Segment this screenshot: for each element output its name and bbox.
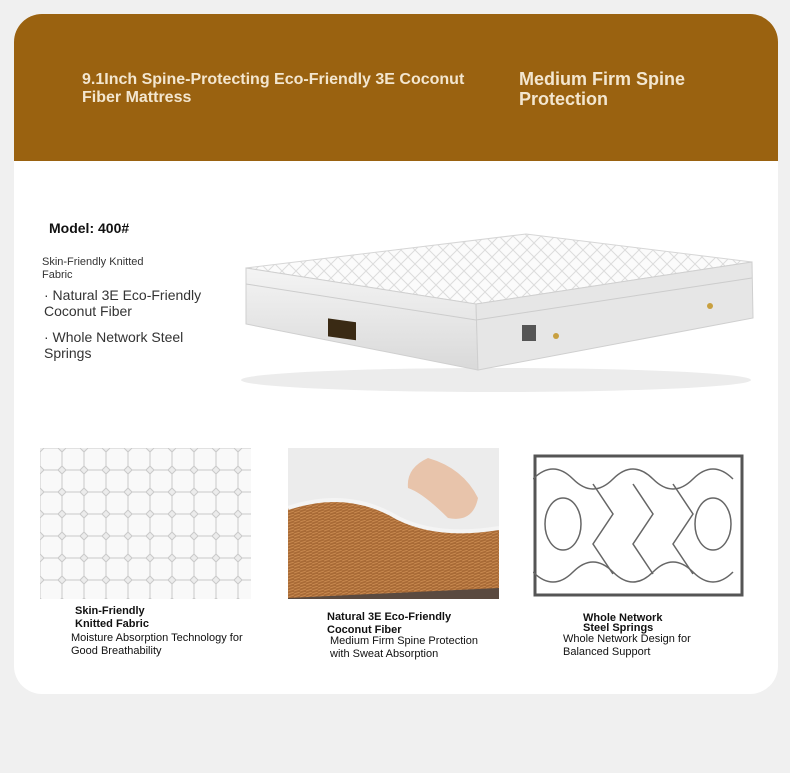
- fabric-desc-line2: Good Breathability: [71, 645, 162, 657]
- coconut-desc: Medium Firm Spine Protection: [330, 635, 478, 647]
- coconut-fiber-photo: [288, 448, 499, 599]
- firmness-tag: Medium Firm Spine Protection: [519, 69, 686, 109]
- header-banner: [14, 14, 778, 161]
- fabric-title: Skin-Friendly: [75, 605, 145, 617]
- coconut-desc-line2: with Sweat Absorption: [330, 648, 439, 660]
- coconut-title: Natural 3E Eco-Friendly: [327, 611, 452, 623]
- springs-desc: Whole Network Design for: [563, 633, 691, 645]
- product-card: [14, 14, 778, 694]
- feature-bullet-coconut: · Natural 3E Eco-Friendly Coconut Fiber: [44, 287, 202, 319]
- mattress-image: [226, 222, 766, 402]
- feature-bullet-springs: · Whole Network Steel Springs: [44, 329, 184, 361]
- springs-title: Whole Network: [583, 612, 663, 624]
- coconut-title-line2: Coconut Fiber: [327, 624, 402, 636]
- steel-springs-photo: [533, 454, 744, 597]
- model-label: Model: 400#: [49, 220, 130, 236]
- knitted-fabric-photo: [40, 448, 251, 599]
- fabric-desc: Moisture Absorption Technology for: [71, 632, 243, 644]
- springs-title-line2: Steel Springs: [583, 622, 654, 634]
- fabric-label: Skin-Friendly Knitted Fabric: [42, 256, 144, 281]
- fabric-title-line2: Knitted Fabric: [75, 618, 149, 630]
- springs-desc-line2: Balanced Support: [563, 646, 651, 658]
- product-title: 9.1Inch Spine-Protecting Eco-Friendly 3E Coconut Fiber Mattress: [82, 71, 465, 106]
